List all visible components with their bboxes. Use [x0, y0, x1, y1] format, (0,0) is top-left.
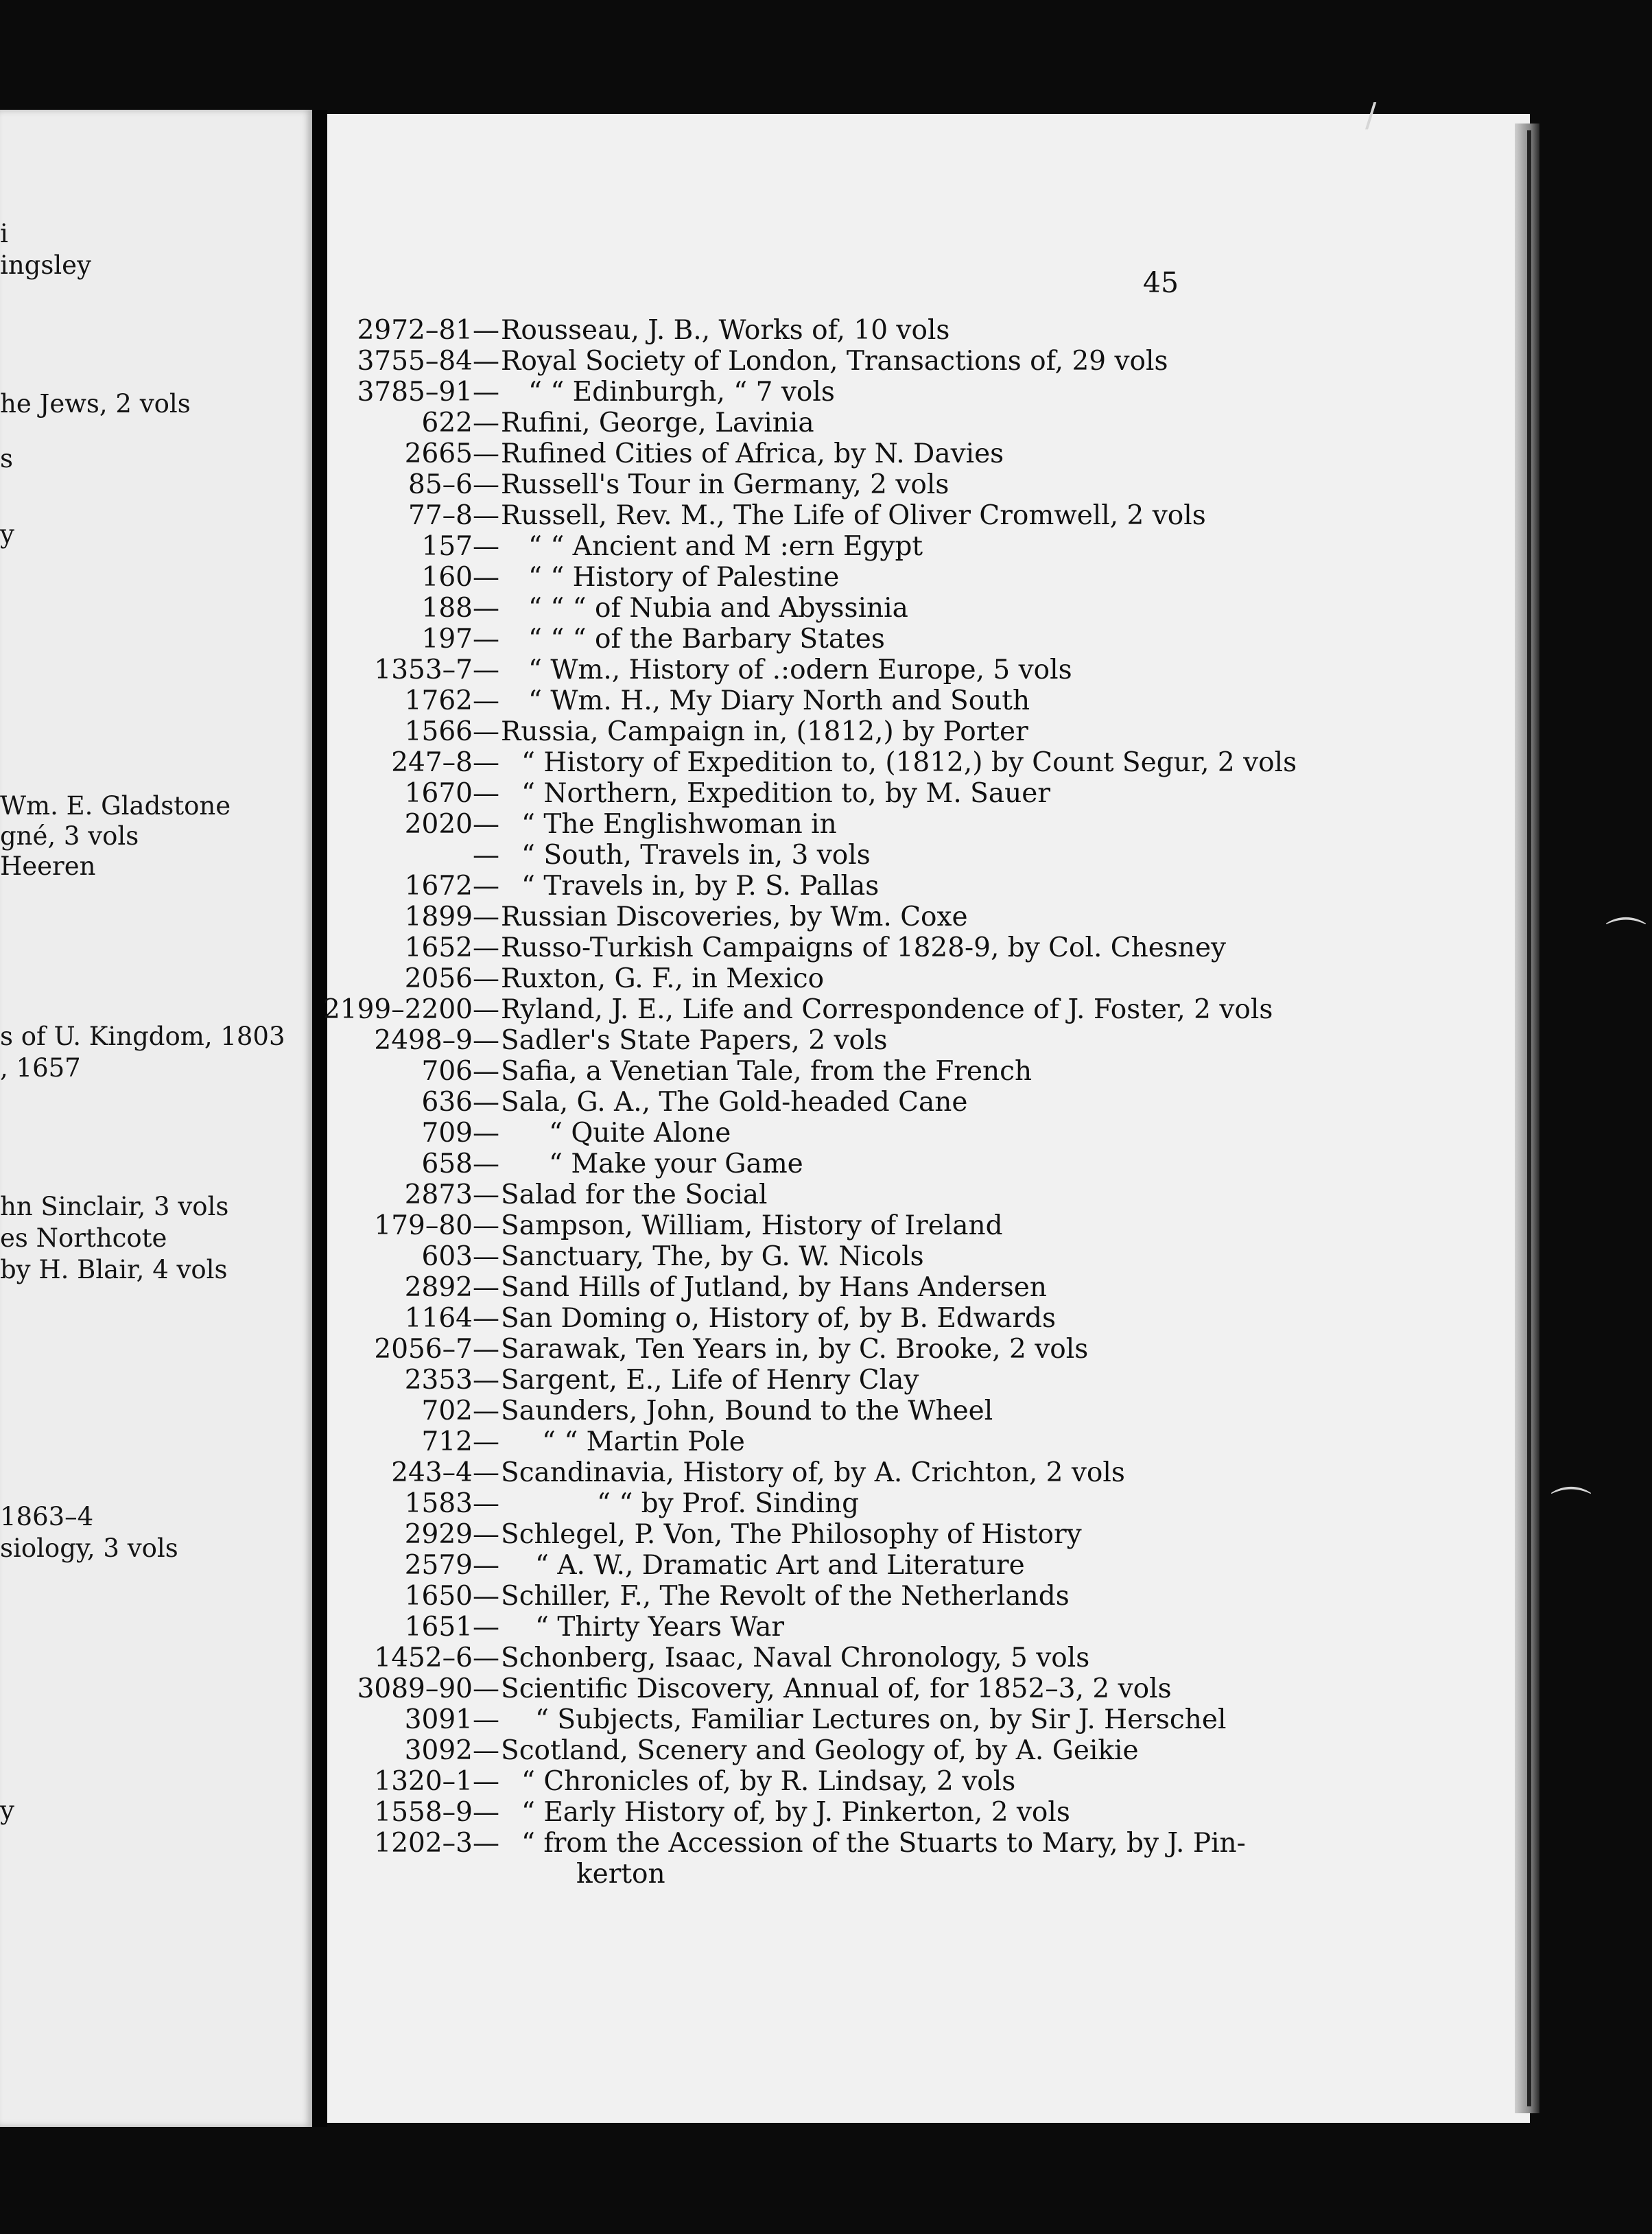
catalog-entry — [327, 842, 1494, 872]
catalog-entry — [327, 749, 1494, 779]
entry-shelf-number: 658— — [421, 1149, 499, 1179]
binding-gutter — [312, 110, 327, 2127]
entry-shelf-number: 1651— — [404, 1612, 499, 1643]
entry-shelf-number: — — [473, 840, 499, 871]
catalog-entry — [327, 1367, 1494, 1397]
catalog-entry — [327, 1737, 1494, 1767]
entry-shelf-number: 2498–9— — [374, 1025, 499, 1056]
catalog-entry — [327, 626, 1494, 656]
entry-title: Sadler's State Papers, 2 vols — [501, 1025, 888, 1056]
catalog-entry — [327, 934, 1494, 965]
left-page-text-fragment: siology, 3 vols — [0, 1533, 178, 1563]
catalog-entry — [327, 718, 1494, 749]
left-page-text-fragment: he Jews, 2 vols — [0, 389, 191, 419]
entry-title: “ Travels in, by P. S. Pallas — [521, 871, 880, 902]
entry-title: “ Thirty Years War — [535, 1612, 785, 1643]
entry-title: “ “ Ancient and M :ern Egypt — [528, 531, 923, 562]
entry-shelf-number: 706— — [421, 1056, 499, 1087]
catalog-entry — [327, 1830, 1494, 1860]
entry-title: Rousseau, J. B., Works of, 10 vols — [501, 315, 950, 346]
left-page-text-fragment: y — [0, 519, 14, 549]
catalog-entry — [327, 440, 1494, 471]
entry-shelf-number: 3089–90— — [357, 1673, 499, 1704]
left-page-text-fragment: 1863–4 — [0, 1502, 94, 1531]
left-page-text-fragment: Wm. E. Gladstone — [0, 791, 231, 821]
catalog-entry — [327, 1243, 1494, 1273]
left-page-text-fragment: s — [0, 444, 13, 473]
catalog-entry — [327, 410, 1494, 440]
entry-shelf-number: 1320–1— — [374, 1766, 499, 1797]
entry-title: Scientific Discovery, Annual of, for 1852–3, 2 vols — [501, 1673, 1172, 1704]
catalog-entry — [327, 317, 1494, 347]
entry-title: Safia, a Venetian Tale, from the French — [501, 1056, 1032, 1087]
catalog-entry — [327, 1799, 1494, 1829]
entry-shelf-number: 197— — [421, 624, 499, 655]
entry-shelf-number: 2056— — [404, 963, 499, 994]
entry-shelf-number: 157— — [421, 531, 499, 562]
catalog-entry — [327, 564, 1494, 594]
entry-shelf-number: 709— — [421, 1118, 499, 1149]
catalog-entry — [327, 1212, 1494, 1243]
entry-title: Sargent, E., Life of Henry Clay — [501, 1365, 919, 1396]
entry-shelf-number: 3091— — [404, 1704, 499, 1735]
entry-title: “ Chronicles of, by R. Lindsay, 2 vols — [521, 1766, 1016, 1797]
entry-shelf-number: 247–8— — [391, 747, 499, 778]
catalog-entry — [327, 780, 1494, 810]
entry-shelf-number: 636— — [421, 1087, 499, 1118]
entry-title: “ History of Expedition to, (1812,) by Count Segur, 2 vols — [521, 747, 1297, 778]
entry-shelf-number: 702— — [421, 1396, 499, 1426]
entry-title: “ A. W., Dramatic Art and Literature — [535, 1550, 1025, 1581]
entry-shelf-number: 2056–7— — [374, 1334, 499, 1365]
entry-title: “ “ Martin Pole — [542, 1426, 745, 1457]
catalog-entry — [327, 1614, 1494, 1644]
entry-shelf-number: 1899— — [404, 902, 499, 932]
entry-shelf-number: 2020— — [404, 809, 499, 840]
entry-shelf-number: 188— — [421, 593, 499, 624]
entry-title: Russo-Turkish Campaigns of 1828-9, by Col. Chesney — [501, 932, 1227, 963]
left-page-text-fragment: gné, 3 vols — [0, 821, 139, 851]
right-page — [322, 114, 1530, 2123]
catalog-entry — [322, 994, 1494, 1026]
entry-title: Sand Hills of Jutland, by Hans Andersen — [501, 1272, 1047, 1303]
catalog-entry — [327, 1428, 1494, 1459]
entry-title: Rufini, George, Lavinia — [501, 408, 814, 438]
entry-title: “ Early History of, by J. Pinkerton, 2 vols — [521, 1797, 1070, 1828]
catalog-entry — [327, 904, 1494, 934]
entry-shelf-number: 1566— — [404, 716, 499, 747]
entry-shelf-number: 3092— — [404, 1735, 499, 1766]
entry-title: “ The Englishwoman in — [521, 809, 837, 840]
entry-title: Schonberg, Isaac, Naval Chronology, 5 vols — [501, 1643, 1090, 1673]
entry-title: Sanctuary, The, by G. W. Nicols — [501, 1241, 924, 1272]
entry-title: “ “ “ of Nubia and Abyssinia — [528, 593, 908, 624]
catalog-entry — [327, 502, 1494, 532]
entry-title: Saunders, John, Bound to the Wheel — [501, 1396, 993, 1426]
entry-shelf-number: 1652— — [404, 932, 499, 963]
entry-title: Russian Discoveries, by Wm. Coxe — [501, 902, 968, 932]
entry-shelf-number: 1670— — [404, 778, 499, 809]
left-page-text-fragment: by H. Blair, 4 vols — [0, 1255, 228, 1284]
catalog-entry — [327, 965, 1494, 996]
entry-title: “ Wm., History of .:odern Europe, 5 vols — [528, 655, 1072, 685]
left-page-text-fragment: es Northcote — [0, 1223, 167, 1253]
scratch-mark: ⌒ — [1550, 1484, 1592, 1532]
entry-shelf-number: 1650— — [404, 1581, 499, 1612]
entry-title: “ Quite Alone — [549, 1118, 731, 1149]
entry-shelf-number: 77–8— — [408, 500, 499, 531]
catalog-entry — [327, 1861, 1494, 1891]
entry-title: Sampson, William, History of Ireland — [501, 1210, 1003, 1241]
entry-shelf-number: 2665— — [404, 438, 499, 469]
entry-shelf-number: 1164— — [404, 1303, 499, 1334]
entry-shelf-number: 712— — [421, 1426, 499, 1457]
entry-shelf-number: 85–6— — [408, 469, 499, 500]
entry-shelf-number: 2892— — [404, 1272, 499, 1303]
entry-title: “ “ “ of the Barbary States — [528, 624, 885, 655]
catalog-entry — [327, 657, 1494, 687]
left-facing-page — [0, 110, 312, 2127]
entry-title: Schlegel, P. Von, The Philosophy of History — [501, 1519, 1082, 1550]
entry-title: “ Northern, Expedition to, by M. Sauer — [521, 778, 1050, 809]
catalog-entry — [327, 1768, 1494, 1798]
entry-shelf-number: 2873— — [404, 1179, 499, 1210]
entry-title: Sarawak, Ten Years in, by C. Brooke, 2 vols — [501, 1334, 1089, 1365]
catalog-entry — [327, 533, 1494, 563]
entry-shelf-number: 1452–6— — [374, 1643, 499, 1673]
catalog-entry — [327, 811, 1494, 841]
entry-shelf-number: 1672— — [404, 871, 499, 902]
left-page-text-fragment: , 1657 — [0, 1053, 81, 1083]
entry-shelf-number: 2972–81— — [357, 315, 499, 346]
entry-title: Scotland, Scenery and Geology of, by A. Geikie — [501, 1735, 1139, 1766]
catalog-entry — [327, 595, 1494, 625]
catalog-entry — [327, 1120, 1494, 1150]
entry-title: “ South, Travels in, 3 vols — [521, 840, 871, 871]
entry-shelf-number: 1558–9— — [374, 1797, 499, 1828]
entry-title: Scandinavia, History of, by A. Crichton, 2 vols — [501, 1457, 1125, 1488]
page-number: 45 — [1142, 266, 1179, 299]
entry-shelf-number: 3785–91— — [357, 377, 499, 408]
catalog-entry — [327, 1583, 1494, 1613]
catalog-entry — [327, 348, 1494, 378]
entry-title: “ “ History of Palestine — [528, 562, 840, 593]
scratch-mark: ⌒ — [1605, 915, 1647, 963]
entry-shelf-number: 2579— — [404, 1550, 499, 1581]
catalog-entry — [327, 1398, 1494, 1428]
left-page-text-fragment: hn Sinclair, 3 vols — [0, 1192, 229, 1221]
catalog-entry — [327, 1151, 1494, 1181]
entry-title: Schiller, F., The Revolt of the Netherlands — [501, 1581, 1070, 1612]
left-page-text-fragment: s of U. Kingdom, 1803 — [0, 1022, 285, 1051]
page-edge-line — [1527, 130, 1531, 2106]
entry-shelf-number: 3755–84— — [357, 346, 499, 377]
entry-shelf-number: 243–4— — [391, 1457, 499, 1488]
left-page-text-fragment: y — [0, 1796, 14, 1825]
entry-title: Ryland, J. E., Life and Correspondence of J. Foster, 2 vols — [501, 994, 1273, 1025]
entry-title: Ruxton, G. F., in Mexico — [501, 963, 825, 994]
left-page-text-fragment: Heeren — [0, 851, 96, 881]
catalog-entry — [327, 1552, 1494, 1582]
catalog-entry — [327, 1706, 1494, 1737]
entry-shelf-number: 179–80— — [374, 1210, 499, 1241]
entry-title: San Doming o, History of, by B. Edwards — [501, 1303, 1057, 1334]
entry-title: “ “ Edinburgh, “ 7 vols — [528, 377, 835, 408]
catalog-entry — [327, 1274, 1494, 1304]
entry-shelf-number: 1583— — [404, 1488, 499, 1519]
catalog-entry — [327, 1336, 1494, 1366]
catalog-entry — [327, 1459, 1494, 1490]
entry-shelf-number: 1202–3— — [374, 1828, 499, 1859]
catalog-entry — [327, 1645, 1494, 1675]
catalog-entry — [327, 1305, 1494, 1335]
entry-title: “ “ by Prof. Sinding — [597, 1488, 860, 1519]
catalog-entry — [327, 1521, 1494, 1551]
entry-shelf-number: 622— — [421, 408, 499, 438]
entry-shelf-number: 1762— — [404, 685, 499, 716]
catalog-entry — [327, 1490, 1494, 1520]
catalog-entry — [327, 1058, 1494, 1088]
entry-shelf-number: 2929— — [404, 1519, 499, 1550]
entry-shelf-number: 160— — [421, 562, 499, 593]
catalog-entry — [327, 1027, 1494, 1057]
entry-title: Sala, G. A., The Gold-headed Cane — [501, 1087, 968, 1118]
entry-title: Russell's Tour in Germany, 2 vols — [501, 469, 949, 500]
entry-title: Russell, Rev. M., The Life of Oliver Cromwell, 2 vols — [501, 500, 1206, 531]
catalog-entry — [327, 687, 1494, 718]
entry-shelf-number: 2199–2200— — [322, 994, 499, 1025]
catalog-entry — [327, 873, 1494, 903]
entry-shelf-number: 1353–7— — [374, 655, 499, 685]
entry-shelf-number: 603— — [421, 1241, 499, 1272]
entry-title: “ Wm. H., My Diary North and South — [528, 685, 1030, 716]
entry-title: “ Make your Game — [549, 1149, 803, 1179]
entry-title: Rufined Cities of Africa, by N. Davies — [501, 438, 1004, 469]
catalog-entry — [327, 1089, 1494, 1119]
entry-title: “ from the Accession of the Stuarts to Mary, by J. Pin- — [521, 1828, 1246, 1859]
catalog-entry — [327, 379, 1494, 409]
entry-title: Royal Society of London, Transactions of, 29 vols — [501, 346, 1168, 377]
left-page-text-fragment: ingsley — [0, 250, 91, 280]
entry-shelf-number: 2353— — [404, 1365, 499, 1396]
entry-title: Salad for the Social — [501, 1179, 768, 1210]
catalog-entry — [327, 1181, 1494, 1212]
catalog-entry — [327, 1673, 1494, 1706]
entry-title: Russia, Campaign in, (1812,) by Porter — [501, 716, 1028, 747]
entry-title: “ Subjects, Familiar Lectures on, by Sir J. Herschel — [535, 1704, 1227, 1735]
left-page-text-fragment: i — [0, 219, 8, 248]
entry-title: kerton — [576, 1859, 665, 1890]
scratch-mark: / — [1365, 96, 1377, 134]
catalog-entry — [327, 471, 1494, 502]
